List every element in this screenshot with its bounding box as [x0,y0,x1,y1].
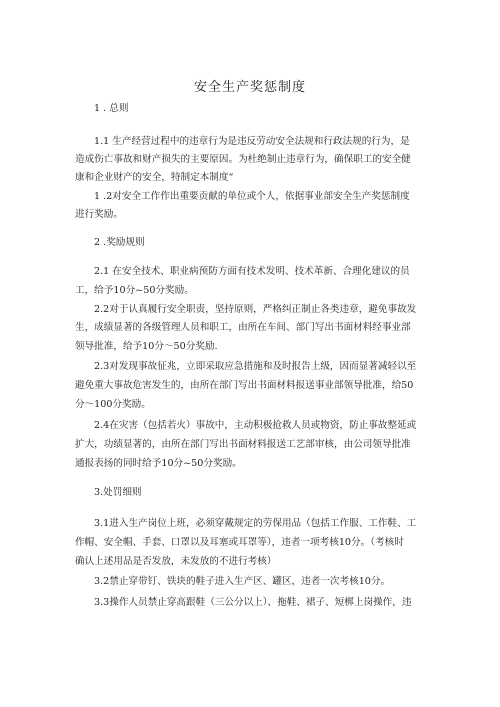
paragraph-line: 3.2禁止穿带钉、铁块的鞋子进入生产区、罐区，违者一次考核10分。 [94,576,391,587]
section-3-heading: 3.处罚细则 [94,487,142,498]
paragraph-line: 2.1 在安全技术、职业病预防方面有技术发明、技术革新、合理化建议的员 [94,266,410,277]
document-title: 安全生产奖惩制度 [193,80,306,95]
paragraph-line: 分～100分奖励。 [75,399,151,410]
paragraph-line: 作帽、安全帽、手套、口罩以及耳塞或耳罩等），违者一项考核10分。（考核时 [75,537,404,548]
paragraph-line: 康和企业财产的安全，特制定本制度“ [75,172,234,183]
paragraph-line: 3.1进入生产岗位上班，必须穿戴规定的劳保用品（包括工作服、工作鞋、工 [94,518,417,529]
paragraph-line: 避免重大事故危害发生的，由所在部门写出书面材料报送事业部领导批准，给50 [75,380,414,391]
paragraph-line: 3.3操作人员禁止穿高跟鞋（三公分以上）、拖鞋、裙子、短梆上岗操作，违 [94,597,412,608]
section-1-heading: 1 . 总则 [94,103,129,114]
paragraph-line: 确认上述用品是否发放，未发放的不进行考核） [75,556,277,567]
paragraph-line: 2.3对发现事故征兆，立即采取应急措施和及时报告上级，因而显著减轻以至 [94,361,417,372]
paragraph-line: 生，成绩显著的各级管理人员和职工，由所在车间、部门写出书面材料经事业部 [75,322,411,333]
paragraph-line: 工，给予10分~50分奖励。 [75,285,194,296]
paragraph-line: 领导批准，给予10分～50分奖励. [75,341,218,352]
section-2-heading: 2 .奖励规则 [94,237,145,248]
paragraph-line: 进行奖励。 [75,209,123,220]
paragraph-line: 造成伤亡事故和财产损失的主要原因。为杜绝制止违章行为，确保职工的安全健 [75,154,411,165]
paragraph-line: 1.1 生产经营过程中的违章行为是违反劳动安全法规和行政法规的行为，是 [94,136,410,147]
paragraph-line: 通报表扬的同时给予10分~50分奖励。 [75,458,242,469]
paragraph-line: 2.4在灾害（包括若火）事故中，主动积极抢救人员或物资，防止事故整延或 [94,420,417,431]
paragraph-line: 1 .2对安全工作作出重要贡献的单位或个人，依据事业部安全生产奖惩制度 [94,191,410,202]
paragraph-line: 2.2对于认真履行安全职责，坚持原则，严格纠正制止各类违章，避免事故发 [94,304,417,315]
paragraph-line: 扩大，功绩显著的，由所在部门写出书面材料报送工艺部审核，由公司领导批准 [75,439,411,450]
